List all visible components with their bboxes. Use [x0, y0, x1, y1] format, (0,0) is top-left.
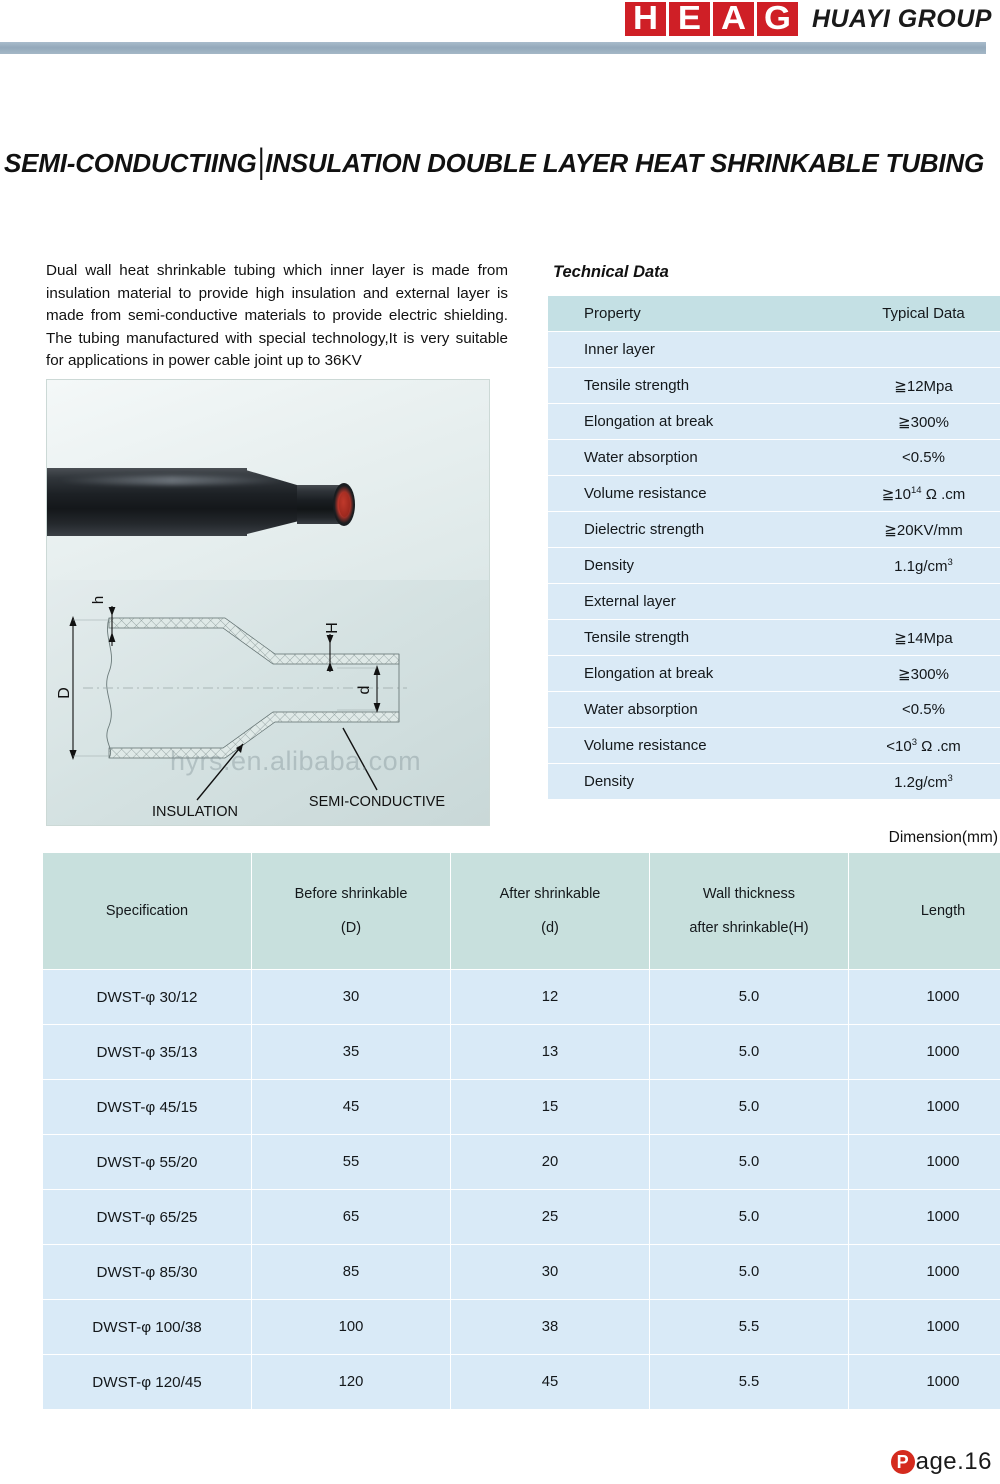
header-wall-line1: Wall thickness [702, 886, 796, 902]
dim-D-arrow-bottom [69, 750, 76, 760]
title-part-2: INSULATION DOUBLE LAYER HEAT SHRINKABLE TUBING [265, 150, 984, 178]
cell-before: 85 [252, 1245, 450, 1299]
cell-after: 12 [451, 970, 649, 1024]
dim-H-arrow-up [327, 635, 334, 644]
header-after-line1: After shrinkable [499, 886, 601, 902]
cross-section-diagram [47, 576, 489, 825]
cell-length: 1000 [849, 1025, 1000, 1079]
cell-wall: 5.0 [650, 1080, 848, 1134]
table-row [43, 1190, 1000, 1244]
technical-property-2: Elongation at break [548, 404, 811, 439]
cell-wall: 5.0 [650, 1135, 848, 1189]
cell-spec: DWST-φ 120/45 [43, 1355, 251, 1409]
technical-property-10: Water absorption [548, 692, 811, 727]
cell-after: 30 [451, 1245, 649, 1299]
dimension-table [42, 852, 1000, 1410]
table-row [43, 1080, 1000, 1134]
page-footer [891, 1448, 992, 1476]
technical-property-9: Elongation at break [548, 656, 811, 691]
technical-data-row [548, 692, 1000, 727]
logo-letter-a: A [713, 2, 754, 36]
cell-wall: 5.0 [650, 1025, 848, 1079]
technical-value-10: <0.5% [811, 692, 1000, 727]
dim-D-arrow-top [69, 616, 76, 626]
table-row [43, 1025, 1000, 1079]
dim-label-D: D [56, 687, 73, 699]
cell-spec: DWST-φ 85/30 [43, 1245, 251, 1299]
technical-header-property: Property [548, 296, 811, 331]
cell-after: 15 [451, 1080, 649, 1134]
technical-value-5: ≧20KV/mm [811, 512, 1000, 547]
dim-label-H: H [324, 622, 341, 634]
header-after-line2: (d) [541, 920, 559, 936]
technical-value-1: ≧12Mpa [811, 368, 1000, 403]
technical-property-0: Inner layer [548, 332, 811, 367]
title-part-1: SEMI-CONDUCTIING [4, 150, 257, 178]
header-length: Length [849, 853, 1000, 969]
heag-wordmark [625, 2, 798, 36]
cell-wall: 5.5 [650, 1355, 848, 1409]
technical-value-0 [811, 332, 1000, 367]
header-before-line1: Before shrinkable [294, 886, 408, 902]
technical-data-row [548, 728, 1000, 763]
logo-letter-e: E [669, 2, 710, 36]
technical-data-row [548, 764, 1000, 799]
tube-specular-highlight [57, 476, 287, 485]
header-after-shrinkable [451, 853, 649, 969]
cell-length: 1000 [849, 1190, 1000, 1244]
technical-property-1: Tensile strength [548, 368, 811, 403]
cell-length: 1000 [849, 1080, 1000, 1134]
technical-header-typical: Typical Data [811, 296, 1000, 331]
technical-data-row [548, 584, 1000, 619]
cell-length: 1000 [849, 1355, 1000, 1409]
page-title [4, 142, 1000, 181]
dim-h-arrow-up [109, 607, 116, 616]
cell-spec: DWST-φ 30/12 [43, 970, 251, 1024]
technical-value-3: <0.5% [811, 440, 1000, 475]
cell-after: 20 [451, 1135, 649, 1189]
technical-value-6: $1.1g/cm^3$ [811, 548, 1000, 583]
technical-data-row [548, 620, 1000, 655]
technical-value-12: $1.2g/cm^3$ [811, 764, 1000, 799]
technical-data-header-row [548, 296, 1000, 331]
cell-before: 65 [252, 1190, 450, 1244]
cell-after: 25 [451, 1190, 649, 1244]
watermark: hyrs.en.alibaba.com [170, 746, 422, 776]
diagram-hatch-top-2 [109, 618, 399, 664]
technical-data-row [548, 404, 1000, 439]
cell-length: 1000 [849, 1135, 1000, 1189]
header-wall-line2: after shrinkable(H) [689, 920, 809, 936]
product-image-panel [46, 379, 490, 826]
technical-property-8: Tensile strength [548, 620, 811, 655]
diagram-label-insulation: INSULATION [152, 804, 238, 820]
dim-label-d: d [356, 685, 373, 695]
table-row [43, 1355, 1000, 1409]
cell-after: 38 [451, 1300, 649, 1354]
cell-wall: 5.0 [650, 1245, 848, 1299]
technical-property-7: External layer [548, 584, 811, 619]
dim-d-arrow-bottom [374, 703, 381, 713]
technical-value-8: ≧14Mpa [811, 620, 1000, 655]
cell-spec: DWST-φ 55/20 [43, 1135, 251, 1189]
technical-data-title: Technical Data [553, 263, 669, 281]
header-before-line2: (D) [340, 920, 362, 936]
dimension-table-header-row [43, 853, 1000, 969]
technical-property-11: Volume resistance [548, 728, 811, 763]
dim-label-h: h [90, 595, 107, 605]
cell-after: 45 [451, 1355, 649, 1409]
technical-data-row [548, 368, 1000, 403]
cell-spec: DWST-φ 100/38 [43, 1300, 251, 1354]
technical-property-6: Density [548, 548, 811, 583]
tube-inner-core [339, 492, 350, 517]
dim-d-arrow-top [374, 665, 381, 675]
cell-before: 120 [252, 1355, 450, 1409]
cell-before: 55 [252, 1135, 450, 1189]
leader-semi-conductive [343, 728, 377, 790]
technical-data-row [548, 440, 1000, 475]
cell-after: 13 [451, 1025, 649, 1079]
product-description: Dual wall heat shrinkable tubing which inner layer is made from insulation material to provide high insulation and external layer is made from semi-conductive materials to provide electric shielding. The tubing manufactured with special technology,It is very suitable for applications in power cable joint up to 36KV [46, 262, 508, 370]
technical-data-row [548, 548, 1000, 583]
cell-wall: 5.0 [650, 970, 848, 1024]
table-row [43, 1300, 1000, 1354]
cell-spec: DWST-φ 45/15 [43, 1080, 251, 1134]
page-header [0, 0, 1000, 70]
technical-data-row [548, 332, 1000, 367]
table-row [43, 1135, 1000, 1189]
tubing-photo [47, 380, 489, 580]
cell-before: 35 [252, 1025, 450, 1079]
cell-before: 30 [252, 970, 450, 1024]
technical-property-4: Volume resistance [548, 476, 811, 511]
brand-logo [625, 2, 992, 36]
cell-wall: 5.5 [650, 1300, 848, 1354]
page-badge-icon: P [891, 1450, 915, 1474]
header-wall-thickness [650, 853, 848, 969]
table-row [43, 970, 1000, 1024]
technical-data-row [548, 476, 1000, 511]
diagram-label-semi-conductive: SEMI-CONDUCTIVE [308, 794, 446, 810]
header-accent-band [0, 42, 986, 54]
technical-data-table [548, 295, 1000, 800]
dimension-caption: Dimension(mm) [888, 829, 998, 846]
technical-value-11: $<10^3$ Ω .cm [811, 728, 1000, 763]
technical-property-3: Water absorption [548, 440, 811, 475]
cell-length: 1000 [849, 1245, 1000, 1299]
logo-letter-h: H [625, 2, 666, 36]
title-separator: | [257, 142, 265, 181]
technical-value-9: ≧300% [811, 656, 1000, 691]
technical-data-row [548, 656, 1000, 691]
cell-before: 100 [252, 1300, 450, 1354]
cell-length: 1000 [849, 970, 1000, 1024]
cell-spec: DWST-φ 65/25 [43, 1190, 251, 1244]
technical-property-12: Density [548, 764, 811, 799]
cell-length: 1000 [849, 1300, 1000, 1354]
technical-data-row [548, 512, 1000, 547]
technical-value-4: $≧10^{14}$ Ω .cm [811, 476, 1000, 511]
cell-wall: 5.0 [650, 1190, 848, 1244]
page-number: age.16 [915, 1448, 992, 1475]
company-name: HUAYI GROUP [811, 4, 992, 33]
technical-value-7 [811, 584, 1000, 619]
logo-letter-g: G [757, 2, 798, 36]
technical-value-2: ≧300% [811, 404, 1000, 439]
header-specification: Specification [43, 853, 251, 969]
cell-spec: DWST-φ 35/13 [43, 1025, 251, 1079]
header-before-shrinkable [252, 853, 450, 969]
technical-property-5: Dielectric strength [548, 512, 811, 547]
table-row [43, 1245, 1000, 1299]
dim-h-arrow-down [109, 632, 116, 642]
cell-before: 45 [252, 1080, 450, 1134]
